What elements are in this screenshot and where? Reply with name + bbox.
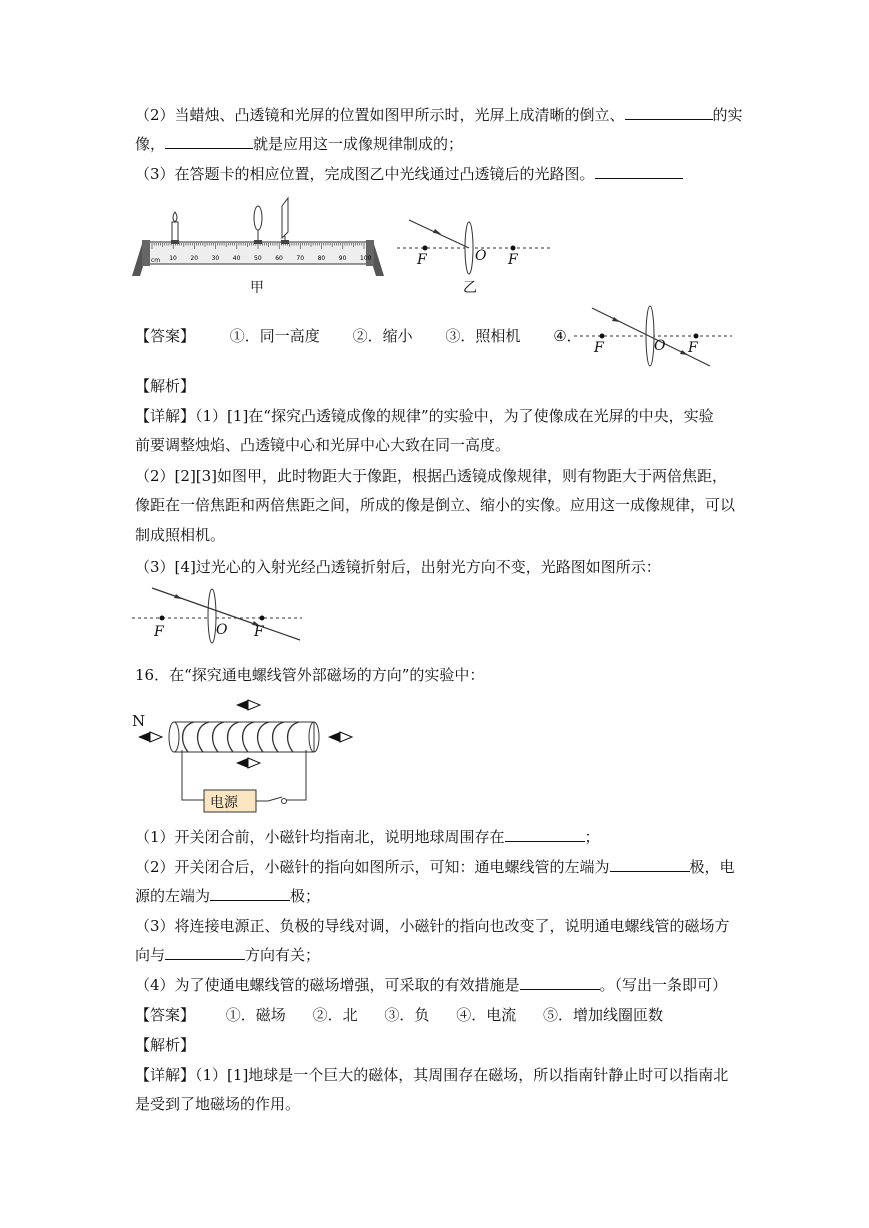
ruler-tick-label: 100 xyxy=(360,255,372,262)
analysis-ray-diagram xyxy=(132,584,304,644)
q15-analysis-tag: 【解析】 xyxy=(135,377,196,395)
ruler-tick-label: 60 xyxy=(275,255,283,262)
figure-label-jia: 甲 xyxy=(250,280,264,296)
light-screen xyxy=(281,198,289,244)
north-label: N xyxy=(132,712,146,730)
q15-part3: （3）在答题卡的相应位置，完成图乙中光线通过凸透镜后的光路图。 xyxy=(135,163,683,185)
answer-blank[interactable] xyxy=(610,857,690,872)
q16-analysis-tag: 【解析】 xyxy=(135,1036,196,1054)
q15-detail2c: 制成照相机。 xyxy=(135,526,226,544)
figure-label-yi: 乙 xyxy=(463,280,477,296)
ruler-tick-label: 40 xyxy=(232,255,241,262)
q15-detail3: （3）[4]过光心的入射光经凸透镜折射后，出射光方向不变，光路图如图所示： xyxy=(135,558,661,576)
lens-ray-figure-yi xyxy=(395,196,555,300)
ruler-tick-label: 10 xyxy=(169,255,177,262)
q15-detail2b: 像距在一倍焦距和两倍焦距之间，所成的像是倒立、缩小的实像。应用这一成像规律，可以 xyxy=(135,496,736,514)
ruler-tick-label: 50 xyxy=(254,255,262,262)
q16-s2-line1: （2）开关闭合后，小磁针的指向如图所示，可知：通电螺线管的左端为 极，电 xyxy=(135,858,735,876)
solenoid-figure xyxy=(130,690,360,814)
q16-title: 16．在“探究通电螺线管外部磁场的方向”的实验中： xyxy=(135,666,485,684)
q15-detail1a: 【详解】（1）[1]在“探究凸透镜成像的规律”的实验中，为了使像成在光屏的中央，实验 xyxy=(135,407,714,425)
answer-blank[interactable] xyxy=(165,134,253,149)
q15-detail2a: （2）[2][3]如图甲，此时物距大于像距，根据凸透镜成像规律，则有物距大于两倍焦距， xyxy=(135,467,728,485)
ruler-tick-label: 80 xyxy=(317,255,326,262)
focus-label-left: F xyxy=(154,624,164,640)
q15-part2-line2: 像， 就是应用这一成像规律制成的； xyxy=(135,135,464,153)
candle xyxy=(171,212,179,244)
q16-s4: （4）为了使通电螺线管的磁场增强，可采取的有效措施是 。（写出一条即可） xyxy=(135,976,728,994)
compass-needle-bottom xyxy=(236,758,260,768)
compass-needle-left xyxy=(138,732,162,742)
compass-needle-top xyxy=(236,700,260,710)
ruler-unit: cm xyxy=(151,257,161,264)
focus-label-right: F xyxy=(254,624,264,640)
focus-label-right: F xyxy=(688,340,698,356)
compass-needle-right xyxy=(328,732,352,742)
q15-part2-line1: （2）当蜡烛、凸透镜和光屏的位置如图甲所示时，光屏上成清晰的倒立、 的实 xyxy=(135,106,743,124)
focus-label-left: F xyxy=(417,252,427,268)
answer-blank[interactable] xyxy=(520,975,600,990)
q16-s2-line2: 源的左端为 极； xyxy=(135,887,321,905)
answer-blank[interactable] xyxy=(210,886,290,901)
q15-detail1b: 前要调整烛焰、凸透镜中心和光屏中心大致在同一高度。 xyxy=(135,436,511,454)
optical-center-label: O xyxy=(654,338,666,354)
optical-center-label: O xyxy=(216,622,228,638)
ruler-tick-label: 30 xyxy=(211,255,220,262)
optical-bench-figure xyxy=(130,196,390,300)
ruler-tick-label: 90 xyxy=(338,255,347,262)
focus-label-left: F xyxy=(594,340,604,356)
focus-label-right: F xyxy=(508,252,518,268)
q16-s3-line1: （3）将连接电源正、负极的导线对调，小磁针的指向也改变了，说明通电螺线管的磁场方 xyxy=(135,917,730,935)
convex-lens xyxy=(254,206,262,244)
answer-blank[interactable] xyxy=(625,105,713,120)
answer-blank[interactable] xyxy=(505,827,585,842)
power-supply-label: 电源 xyxy=(210,795,238,811)
answer-blank[interactable] xyxy=(595,164,683,179)
optical-center-label: O xyxy=(475,248,487,264)
answer-ray-diagram xyxy=(572,304,734,370)
answer-blank[interactable] xyxy=(165,945,245,960)
q16-answer-line: 【答案】 ①．磁场 ②．北 ③．负 ④．电流 ⑤．增加线圈匝数 xyxy=(135,1006,663,1024)
q16-detail1a: 【详解】（1）[1]地球是一个巨大的磁体，其周围存在磁场，所以指南针静止时可以指南北 xyxy=(135,1066,729,1084)
q16-s3-line2: 向与 方向有关； xyxy=(135,946,321,964)
q15-answer-line: 【答案】 ①．同一高度 ②．缩小 ③．照相机 ④． xyxy=(135,327,582,345)
q16-detail1b: 是受到了地磁场的作用。 xyxy=(135,1095,301,1113)
ruler-tick-label: 70 xyxy=(296,255,305,262)
ruler-tick-label: 20 xyxy=(190,255,199,262)
q16-s1: （1）开关闭合前，小磁针均指南北，说明地球周围存在 ； xyxy=(135,828,600,846)
